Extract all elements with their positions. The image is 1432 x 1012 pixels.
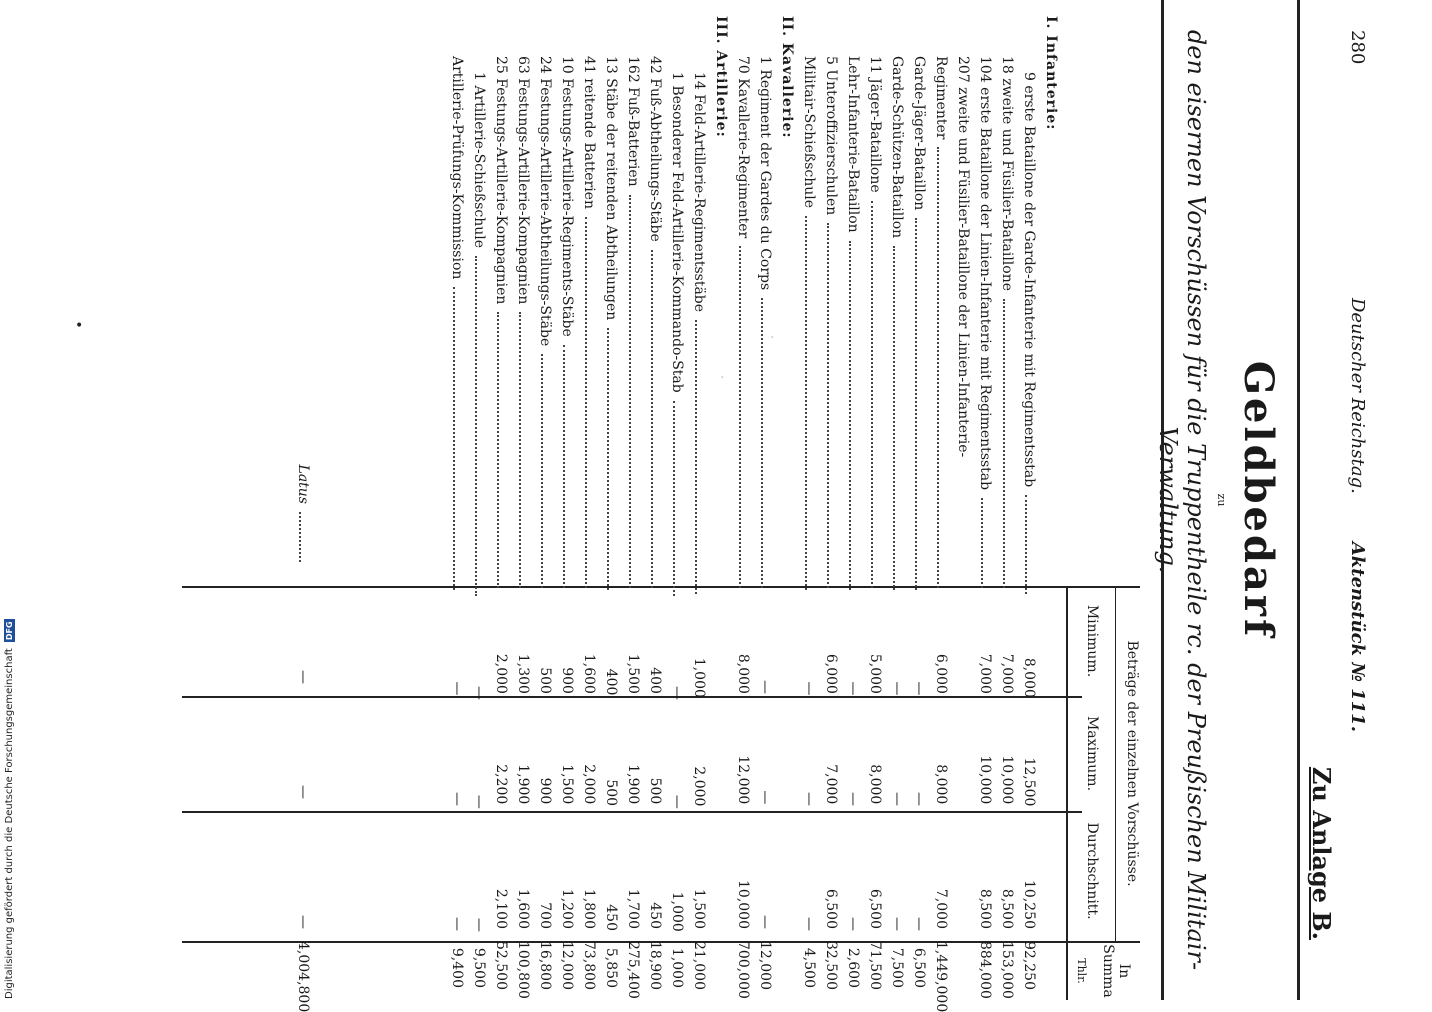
row-label-text: 9 erste Bataillone der Garde-Infanterie mit Regimentsstab [1021, 72, 1037, 488]
leader-dots [673, 401, 681, 596]
row-label [889, 16, 905, 602]
row-label [559, 16, 575, 600]
cell-min: — [669, 686, 685, 701]
table-row [424, 16, 446, 1000]
cell-avg: — [757, 915, 773, 929]
cell-sum: 92,250 [1021, 941, 1037, 990]
leader-dots [805, 216, 813, 590]
cell-max: 8,000 [867, 764, 883, 805]
table-body [292, 16, 1062, 1012]
row-label [911, 16, 927, 602]
running-head-left: Deutscher Reichstag. [1347, 297, 1368, 494]
cell-avg: 1,500 [691, 888, 707, 929]
cell-avg: 6,500 [823, 888, 839, 929]
cell-max: — [757, 790, 773, 805]
cell-max: 500 [603, 779, 619, 807]
row-label [471, 16, 487, 608]
cell-max: — [471, 794, 487, 809]
cell-min: 900 [559, 667, 575, 694]
cell-min: — [801, 681, 817, 696]
row-label-text: II. Kavallerie: [779, 16, 795, 139]
table-row [534, 16, 556, 1000]
running-head-right: Aktenstück № 111. [1347, 541, 1368, 733]
cell-min: — [889, 681, 905, 696]
bleed-through-mark: · [770, 330, 775, 346]
section-heading-row [776, 16, 798, 1000]
row-label [955, 16, 971, 602]
cell-sum: 7,500 [889, 947, 905, 988]
leader-dots [893, 246, 901, 589]
table-row [732, 16, 754, 1000]
leader-dots [915, 218, 923, 589]
page-subtitle: den eisernen Vorschüssen für die Truppentheile rc. der Preußischen Militair-Verwaltung. [1154, 29, 1210, 971]
cell-sum: 153,000 [999, 941, 1015, 999]
row-label-text: 25 Festungs-Artillerie-Kompagnien [493, 56, 509, 305]
table-column-headers [1068, 586, 1140, 1000]
cell-max: 10,000 [999, 755, 1015, 805]
leader-dots [827, 223, 835, 588]
cell-avg: — [889, 917, 905, 931]
table-row [490, 16, 512, 1000]
cell-max: — [449, 792, 465, 807]
table-row [578, 16, 600, 1000]
cell-sum: 700,000 [735, 941, 751, 999]
row-label-text: I. Infanterie: [1043, 16, 1059, 131]
row-label-text: 13 Stäbe der reitenden Abtheilungen [603, 56, 619, 321]
table-row [512, 16, 534, 1000]
table-row [336, 16, 358, 1000]
leader-dots [849, 241, 857, 590]
cell-avg: — [845, 917, 861, 931]
leader-dots [453, 287, 461, 589]
cell-max: — [801, 792, 817, 807]
cell-sum: 73,800 [581, 941, 597, 990]
row-label-text: Regimenter [933, 56, 949, 140]
cell-max: 1,900 [625, 764, 641, 805]
table-row [666, 16, 688, 1000]
cell-max: — [911, 792, 927, 807]
leader-dots [563, 345, 571, 589]
group-header: Beträge der einzelnen Vorschüsse. [1124, 640, 1140, 887]
leader-dots [695, 320, 703, 594]
cell-avg: 450 [647, 902, 663, 929]
leader-dots [739, 246, 747, 588]
cell-max: 900 [537, 777, 553, 805]
table-row [380, 16, 402, 1000]
row-label-text: 18 zweite und Füsilier-Bataillone [999, 56, 1015, 292]
cell-min: — [911, 681, 927, 696]
group-header-rule [1115, 586, 1116, 941]
leader-dots [475, 256, 483, 596]
cell-max: 12,000 [735, 755, 751, 805]
table-row [820, 16, 842, 1000]
leader-dots [1003, 299, 1011, 588]
cell-avg: 10,000 [735, 880, 751, 929]
cell-sum: 4,004,800 [295, 941, 311, 1012]
row-label-text: III. Artillerie: [713, 16, 729, 138]
row-label-text: 14 Feld-Artillerie-Regimentsstäbe [691, 72, 707, 313]
cell-avg: — [295, 915, 311, 929]
row-label [449, 16, 465, 602]
leader-dots [937, 147, 945, 588]
cell-min: 400 [603, 668, 619, 696]
row-label [1043, 16, 1059, 586]
cell-sum: 9,500 [471, 947, 487, 988]
row-label [691, 16, 707, 606]
cell-sum: 16,800 [537, 941, 553, 990]
top-rule [1297, 0, 1300, 1000]
cell-max: 2,000 [581, 764, 597, 805]
row-label-text: 104 erste Bataillone der Linien-Infanterie mit Regimentsstab [977, 56, 993, 491]
cell-max: 500 [647, 777, 663, 805]
row-label-text: 41 reitende Batterien [581, 56, 597, 209]
cell-max: 7,000 [823, 764, 839, 805]
row-label [647, 16, 663, 600]
cell-sum: 5,850 [603, 947, 619, 988]
leader-dots [981, 498, 989, 588]
cell-avg: 2,100 [493, 888, 509, 929]
leader-dots [299, 512, 307, 562]
row-label [845, 16, 861, 602]
table-row [622, 16, 644, 1000]
table-row [908, 16, 930, 1000]
row-label [295, 16, 311, 586]
row-label-text: 24 Festungs-Artillerie-Abtheilungs-Stäbe [537, 56, 553, 347]
table-row [644, 16, 666, 1000]
cell-sum: 6,500 [911, 947, 927, 988]
table-row [886, 16, 908, 1000]
cell-min: 500 [537, 667, 553, 694]
table-row [864, 16, 886, 1000]
row-label [735, 16, 751, 600]
leader-dots [497, 312, 505, 588]
section-heading-row [710, 16, 732, 1000]
cell-avg: 10,250 [1021, 880, 1037, 929]
cell-avg: — [911, 917, 927, 931]
leader-dots [651, 250, 659, 589]
bleed-through-mark: • [75, 318, 84, 334]
table-row [754, 16, 776, 1000]
cell-avg: — [449, 917, 465, 931]
row-label [1021, 16, 1037, 606]
cell-sum: 4,500 [801, 947, 817, 988]
row-label [757, 16, 773, 600]
cell-avg: 450 [603, 904, 619, 931]
cell-sum: 9,400 [449, 947, 465, 988]
leader-dots [871, 201, 879, 589]
row-label [713, 16, 729, 586]
cell-sum: 100,800 [515, 941, 531, 999]
cell-sum: 52,500 [493, 941, 509, 990]
row-label-text: 11 Jäger-Bataillone [867, 56, 883, 193]
cell-max: 8,000 [933, 764, 949, 805]
cell-min: — [449, 681, 465, 696]
cell-max: 10,000 [977, 755, 993, 805]
cell-sum: 275,400 [625, 941, 641, 999]
cell-avg: 700 [537, 902, 553, 929]
cell-max: — [295, 785, 311, 799]
cell-min: — [757, 679, 773, 694]
leader-dots [541, 354, 549, 588]
table-row [974, 16, 996, 1000]
row-label [493, 16, 509, 600]
cell-min: — [845, 681, 861, 696]
cell-avg: 1,700 [625, 888, 641, 929]
row-label [669, 16, 685, 608]
cell-max: 1,500 [559, 764, 575, 805]
row-label-text: 42 Fuß-Abtheilungs-Stäbe [647, 56, 663, 242]
cell-min: 8,000 [1021, 657, 1037, 698]
row-label [977, 16, 993, 600]
bleed-through-mark: · [720, 370, 725, 386]
leader-dots [607, 328, 615, 589]
row-label [933, 16, 949, 600]
cell-min: 8,000 [735, 653, 751, 694]
table-row [314, 16, 336, 1000]
cell-min: 1,300 [515, 653, 531, 694]
leader-dots [585, 217, 593, 588]
table-row [556, 16, 578, 1000]
cell-min: 2,000 [493, 653, 509, 694]
row-label [867, 16, 883, 600]
page-number: 280 [1347, 30, 1368, 65]
section-heading-row [1040, 16, 1062, 1000]
cell-sum: 12,000 [559, 941, 575, 990]
cell-sum: 1,000 [669, 947, 685, 988]
latus-row [292, 16, 314, 1012]
cell-sum: 1,449,000 [933, 941, 949, 1012]
cell-max: — [845, 792, 861, 807]
table-row [996, 16, 1018, 1000]
row-label-text: 5 Unteroffizierschulen [823, 56, 839, 216]
row-label-text: Artillerie-Prüfungs-Kommission [449, 56, 465, 280]
table-row [600, 16, 622, 1000]
row-label [537, 16, 553, 600]
cell-avg: 1,200 [559, 888, 575, 929]
row-label-text: 70 Kavallerie-Regimenter [735, 56, 751, 239]
dfg-logo: DFG [4, 621, 14, 641]
leader-dots [519, 312, 527, 588]
cell-sum: 12,000 [757, 941, 773, 990]
cell-avg: 8,500 [977, 888, 993, 929]
cell-min: 6,000 [933, 653, 949, 694]
cell-min: 1,500 [625, 653, 641, 694]
cell-sum: 32,500 [823, 941, 839, 990]
row-label-text: Garde-Jäger-Bataillon [911, 56, 927, 211]
row-label-text: 1 Besonderer Feld-Artillerie-Kommando-Stab [669, 72, 685, 393]
row-label [801, 16, 817, 602]
cell-sum: 71,500 [867, 941, 883, 990]
cell-avg: 6,500 [867, 888, 883, 929]
cell-avg: — [801, 917, 817, 931]
table-row [930, 16, 952, 1012]
leader-dots [761, 298, 769, 588]
cell-avg: 1,000 [669, 891, 685, 932]
cell-avg: 1,800 [581, 888, 597, 929]
row-label-text: 63 Festungs-Artillerie-Kompagnien [515, 56, 531, 305]
column-header-max: Maximum. [1084, 715, 1100, 792]
page-title: Geldbedarf [1235, 360, 1282, 640]
cell-max: — [669, 794, 685, 809]
row-label-text: Lehr-Infanterie-Bataillon [845, 56, 861, 233]
header-rule [1161, 0, 1164, 1000]
column-header-rule [1066, 586, 1068, 1000]
table-row [1018, 16, 1040, 1000]
row-label-text: 1 Artillerie-Schießschule [471, 72, 487, 249]
row-label-text: Militair-Schießschule [801, 56, 817, 209]
table-row [798, 16, 820, 1000]
table-row [446, 16, 468, 1000]
leader-dots [1025, 495, 1033, 594]
credit-text: Digitalisierung gefördert durch die Deutsche Forschungsgemeinschaft [3, 648, 15, 999]
cell-min: 6,000 [823, 653, 839, 694]
cell-min: — [471, 686, 487, 701]
column-header-min: Minimum. [1084, 604, 1100, 678]
cell-avg: 7,000 [933, 888, 949, 929]
cell-sum: 884,000 [977, 941, 993, 999]
cell-avg: 1,600 [515, 888, 531, 929]
table-row [358, 16, 380, 1000]
cell-min: 7,000 [999, 653, 1015, 694]
cell-max: 1,900 [515, 764, 531, 805]
column-header-unit: Thlr. [1075, 958, 1088, 984]
table-row [468, 16, 490, 1000]
cell-min: — [295, 670, 311, 684]
row-label [779, 16, 795, 586]
table-row [688, 16, 710, 1000]
leader-dots [629, 195, 637, 589]
table-row [842, 16, 864, 1000]
row-label-text: 162 Fuß-Batterien [625, 56, 641, 187]
cell-sum: 18,900 [647, 941, 663, 990]
row-label [999, 16, 1015, 600]
column-header-sum: In Summa [1100, 944, 1132, 998]
row-label-text: 207 zweite und Füsilier-Bataillone der Linien-Infanterie- [955, 56, 971, 458]
row-label-text: Garde-Schützen-Bataillon [889, 56, 905, 239]
table-row [952, 16, 974, 1000]
cell-max: 12,500 [1021, 757, 1037, 807]
row-label-text: 1 Regiment der Gardes du Corps [757, 56, 773, 291]
cell-sum: 21,000 [691, 941, 707, 990]
table-row [402, 16, 424, 1000]
cell-sum: 2,600 [845, 947, 861, 988]
title-connector: zu [1215, 493, 1228, 507]
row-label [625, 16, 641, 600]
cell-min: 5,000 [867, 653, 883, 694]
row-label-text: Latus [295, 464, 311, 504]
cell-min: 7,000 [977, 653, 993, 694]
row-label [823, 16, 839, 600]
row-label [581, 16, 597, 600]
row-label-text: 10 Festungs-Artillerie-Regiments-Stäbe [559, 56, 575, 337]
running-head [1347, 80, 1368, 950]
cell-max: — [889, 792, 905, 807]
cell-avg: 8,500 [999, 888, 1015, 929]
cell-max: 2,200 [493, 764, 509, 805]
row-label [603, 16, 619, 602]
cell-min: 1,000 [691, 657, 707, 698]
cell-avg: — [471, 917, 487, 932]
cell-max: 2,000 [691, 766, 707, 807]
cell-min: 400 [647, 667, 663, 694]
column-header-avg: Durchschnitt. [1084, 822, 1100, 920]
cell-min: 1,600 [581, 653, 597, 694]
row-label [515, 16, 531, 600]
appendix-label: Zu Anlage B. [1307, 766, 1336, 940]
